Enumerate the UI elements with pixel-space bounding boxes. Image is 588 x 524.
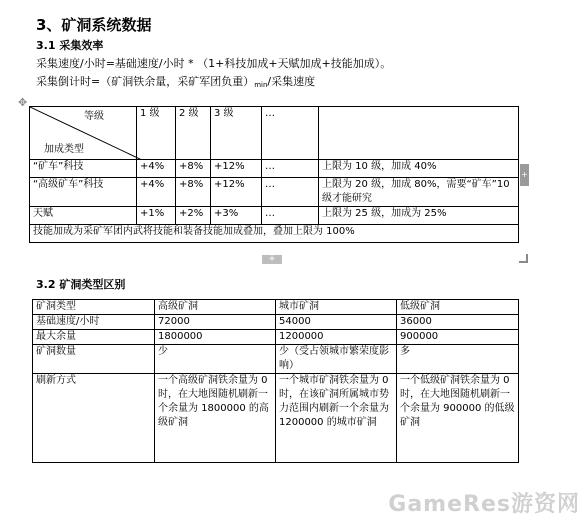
table-cell: +4% — [137, 160, 176, 178]
row-label: 基础速度/小时 — [33, 315, 155, 330]
header-cell: … — [262, 107, 319, 160]
header-cell: 矿洞类型 — [33, 300, 155, 315]
formula-countdown-main: 采集倒计时=（矿洞铁余量，采矿军团负重） — [36, 75, 255, 88]
add-row-plus-icon[interactable]: + — [262, 255, 282, 264]
add-column-plus-icon[interactable]: + — [520, 164, 529, 186]
table-cell: … — [262, 178, 319, 207]
header-cell — [319, 107, 519, 160]
table-cell: +2% — [176, 207, 211, 225]
table-cell: 36000 — [397, 315, 519, 330]
mine-type-table — [32, 299, 519, 463]
corner-bottom-label: 加成类型 — [44, 144, 84, 155]
table-cell: … — [262, 160, 319, 178]
table-cell: +8% — [176, 178, 211, 207]
table-cell: … — [262, 207, 319, 225]
row-label: 最大余量 — [33, 330, 155, 345]
table-cell: 少（受占领城市繁荣度影响） — [276, 345, 397, 374]
header-cell: 城市矿洞 — [276, 300, 397, 315]
table-cell: 900000 — [397, 330, 519, 345]
table-cell: 少 — [155, 345, 276, 374]
formula-countdown-tail: /采集速度 — [267, 75, 316, 88]
header-cell: 高级矿洞 — [155, 300, 276, 315]
page-heading: 3、矿洞系统数据 — [36, 16, 152, 34]
table-cell: 1200000 — [276, 330, 397, 345]
table-cell: 一个高级矿洞铁余量为 0 时，在大地图随机刷新一个余量为 1800000 的高级矿洞 — [155, 374, 276, 463]
table-cell: 72000 — [155, 315, 276, 330]
corner-top-label: 等级 — [84, 111, 104, 122]
table-cell: +12% — [211, 160, 262, 178]
row-label: “高级矿车”科技 — [30, 178, 137, 207]
row-label: 矿洞数量 — [33, 345, 155, 374]
header-cell: 低级矿洞 — [397, 300, 519, 315]
table-cell: 一个低级矿洞铁余量为 0 时，在大地图随机刷新一个余量为 900000 的低级矿洞 — [397, 374, 519, 463]
header-cell: 2 级 — [176, 107, 211, 160]
table-cell: 上限为 20 级，加成 80%，需要“矿车”10 级才能研究 — [319, 178, 519, 207]
row-label: “矿车”科技 — [30, 160, 137, 178]
table-cell: +12% — [211, 178, 262, 207]
formula-collect-speed: 采集速度/小时=基础速度/小时 * （1+科技加成+天赋加成+技能加成）。 — [36, 57, 392, 70]
table-cell: 1800000 — [155, 330, 276, 345]
bonus-table — [29, 106, 519, 243]
section-2-title: 3.2 矿洞类型区别 — [36, 278, 126, 291]
formula-countdown-sub: min — [254, 81, 268, 89]
table-cell: +1% — [137, 207, 176, 225]
row-label: 刷新方式 — [33, 374, 155, 463]
watermark-logo: GameRes游资网 — [388, 492, 580, 517]
formula-countdown — [36, 73, 315, 89]
table-cell: +4% — [137, 178, 176, 207]
header-cell: 1 级 — [137, 107, 176, 160]
table-corner-cell — [30, 107, 137, 160]
table-cell: 一个城市矿洞铁余量为 0 时，在该矿洞所属城市势力范围内刷新一个余量为 1200000 的城市矿洞 — [276, 374, 397, 463]
row-label: 天赋 — [30, 207, 137, 225]
table-cell: +8% — [176, 160, 211, 178]
table-cell: 多 — [397, 345, 519, 374]
resize-handle-icon[interactable] — [519, 254, 528, 263]
section-1-title: 3.1 采集效率 — [36, 39, 104, 52]
table-footer-note: 技能加成为采矿军团内武将技能和装备技能加成叠加，叠加上限为 100% — [30, 225, 519, 243]
table-cell: 上限为 10 级，加成 40% — [319, 160, 519, 178]
table-cell: 上限为 25 级，加成为 25% — [319, 207, 519, 225]
header-cell: 3 级 — [211, 107, 262, 160]
table-cell: +3% — [211, 207, 262, 225]
table-cell: 54000 — [276, 315, 397, 330]
move-handle-icon[interactable]: ✥ — [18, 96, 28, 109]
